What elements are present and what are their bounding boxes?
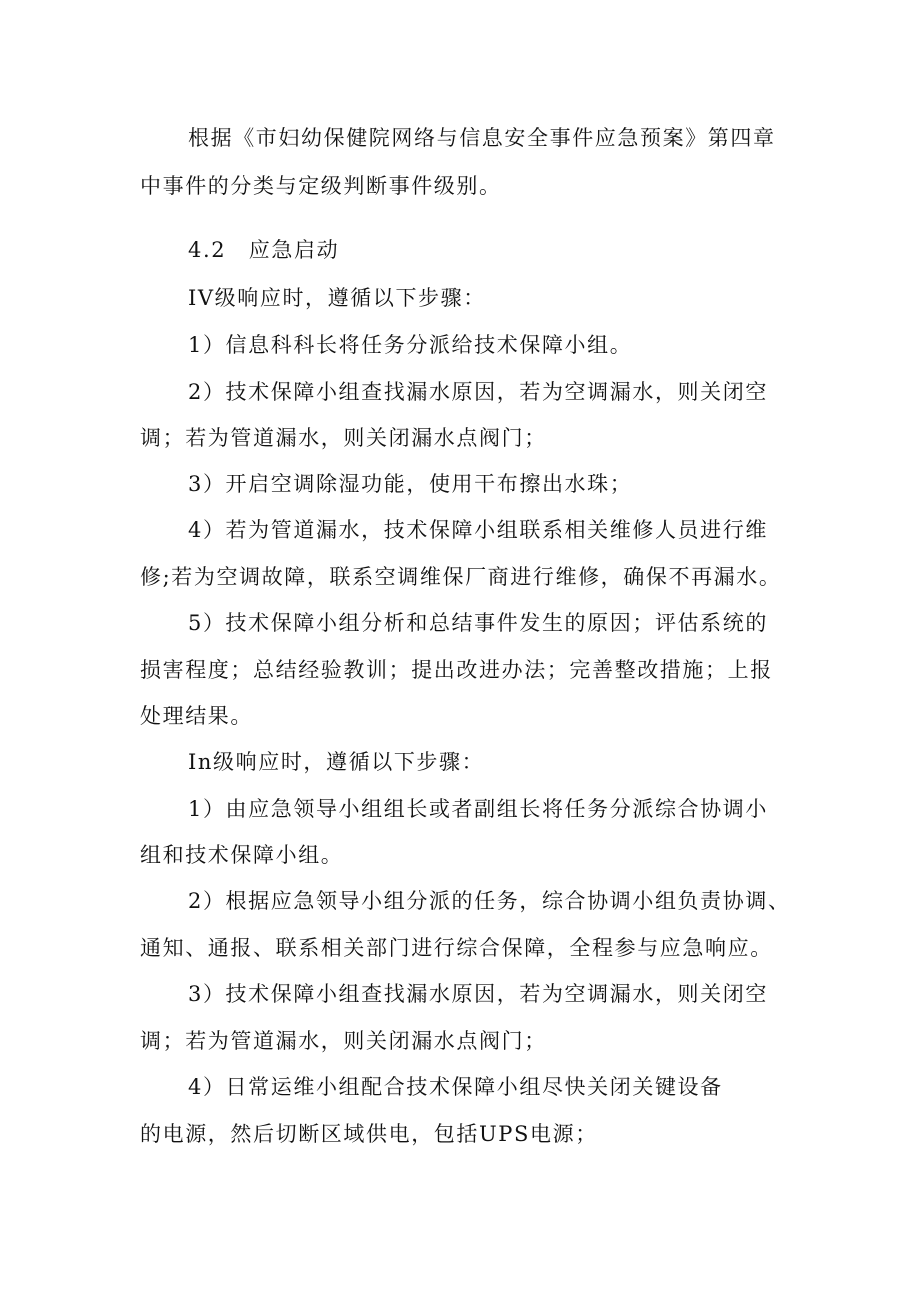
list-item: 1）由应急领导小组组长或者副组长将任务分派综合协调小: [188, 797, 768, 821]
paragraph-line: In级响应时，遵循以下步骤：: [188, 750, 485, 774]
paragraph-line: 调；若为管道漏水，则关闭漏水点阀门；: [140, 1029, 547, 1053]
paragraph-line: 修;若为空调故障，联系空调维保厂商进行维修，确保不再漏水。: [140, 565, 782, 589]
list-item: 4）日常运维小组配合技术保障小组尽快关闭关键设备: [188, 1075, 723, 1099]
paragraph-line: 损害程度；总结经验教训；提出改进办法；完善整改措施；上报: [140, 658, 773, 682]
list-item: 5）技术保障小组分析和总结事件发生的原因；评估系统的: [188, 611, 768, 635]
list-item: 4）若为管道漏水，技术保障小组联系相关维修人员进行维: [188, 518, 768, 542]
paragraph-line: IV级响应时，遵循以下步骤：: [188, 286, 486, 310]
paragraph-line: 处理结果。: [140, 704, 253, 728]
paragraph-line: 的电源，然后切断区域供电，包括UPS电源；: [140, 1122, 598, 1146]
paragraph-line: 中事件的分类与定级判断事件级别。: [140, 174, 502, 198]
paragraph-line: 组和技术保障小组。: [140, 843, 344, 867]
list-item: 3）技术保障小组查找漏水原因，若为空调漏水，则关闭空: [188, 982, 768, 1006]
paragraph-line: 调；若为管道漏水，则关闭漏水点阀门；: [140, 426, 547, 450]
list-item: 3）开启空调除湿功能，使用干布擦出水珠；: [188, 472, 633, 496]
list-item: 2）技术保障小组查找漏水原因，若为空调漏水，则关闭空: [188, 380, 768, 404]
section-heading: 4.2 应急启动: [188, 238, 340, 262]
paragraph-line: 根据《市妇幼保健院网络与信息安全事件应急预案》第四章: [188, 126, 776, 150]
list-item: 2）根据应急领导小组分派的任务，综合协调小组负责协调、: [188, 889, 791, 913]
paragraph-line: 通知、通报、联系相关部门进行综合保障，全程参与应急响应。: [140, 936, 773, 960]
list-item: 1）信息科科长将任务分派给技术保障小组。: [188, 333, 633, 357]
